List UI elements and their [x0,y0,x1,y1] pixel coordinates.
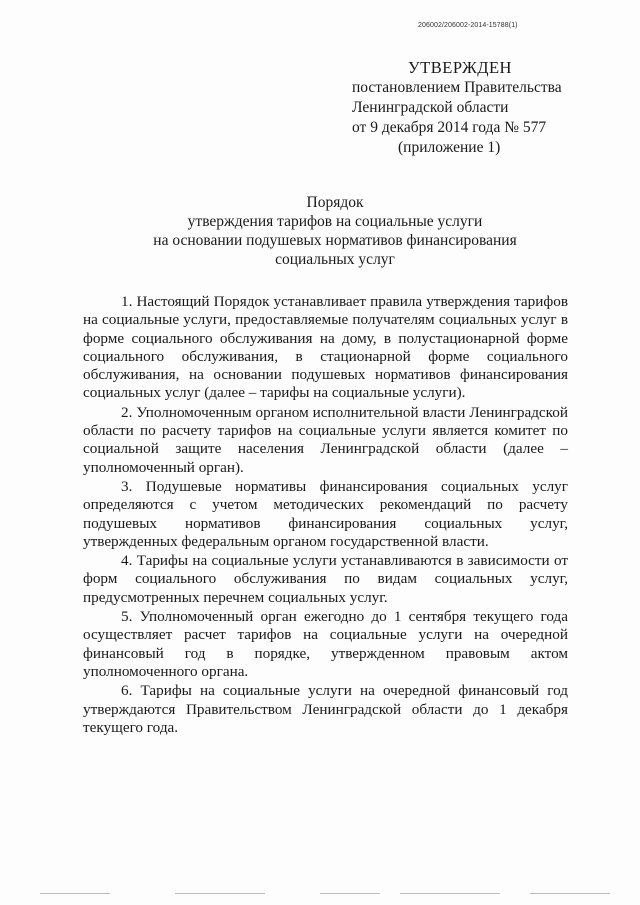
scan-line [320,893,380,894]
approval-annex: (приложение 1) [398,139,501,156]
paragraph-2: 2. Уполномоченным органом исполнительной власти Ленинградской области по расчету тарифов на социальные услуги является комитет по социальной защите населения Ленинградской области (далее – уполномоченный орган). [83,403,568,476]
paragraph-5: 5. Уполномоченный орган ежегодно до 1 сентября текущего года осуществляет расчет тарифов на социальные услуги на очередной финансовый год в порядке, утвержденном правовым актом уполномоченного органа. [83,608,568,680]
title-line-2: утверждения тарифов на социальные услуги [187,213,483,230]
document-title [120,193,550,269]
document-id: 206002/206002-2014-15788(1) [418,22,518,29]
paragraph-4: 4. Тарифы на социальные услуги устанавливаются в зависимости от форм социального обслуживания по видам социальных услуг, предусмотренных перечнем социальных услуг. [83,552,568,606]
scan-line [40,893,110,894]
approval-line-2: Ленинградской области [352,99,509,116]
footer-scan-lines [0,893,640,895]
scan-line [175,893,265,894]
approval-title: УТВЕРЖДЕН [408,58,512,77]
approval-line-1: постановлением Правительства [352,79,562,96]
paragraph-1: 1. Настоящий Порядок устанавливает правила утверждения тарифов на социальные услуги, предоставляемые получателям социальных услуг в форме социального обслуживания на дому, в полустационарной форме социального обслуживания, в стационарной форме социального обслуживания, на основании подушевых нормативов финансирования социальных услуг (далее – тарифы на социальные услуги). [83,293,568,402]
paragraph-6: 6. Тарифы на социальные услуги на очередной финансовый год утверждаются Правительством Ленинградской области до 1 декабря текущего года. [83,682,568,736]
document-body [83,293,568,738]
scan-line [530,893,610,894]
approval-line-3: от 9 декабря 2014 года № 577 [352,119,547,136]
paragraph-3: 3. Подушевые нормативы финансирования социальных услуг определяются с учетом методических рекомендаций по расчету подушевых нормативов финансирования социальных услуг, утвержденных федеральным органом государственной власти. [83,477,568,550]
scan-line [400,893,500,894]
approval-block [352,58,562,158]
title-line-4: социальных услуг [275,251,395,268]
title-line-3: на основании подушевых нормативов финансирования [153,232,517,249]
title-line-1: Порядок [306,194,364,211]
